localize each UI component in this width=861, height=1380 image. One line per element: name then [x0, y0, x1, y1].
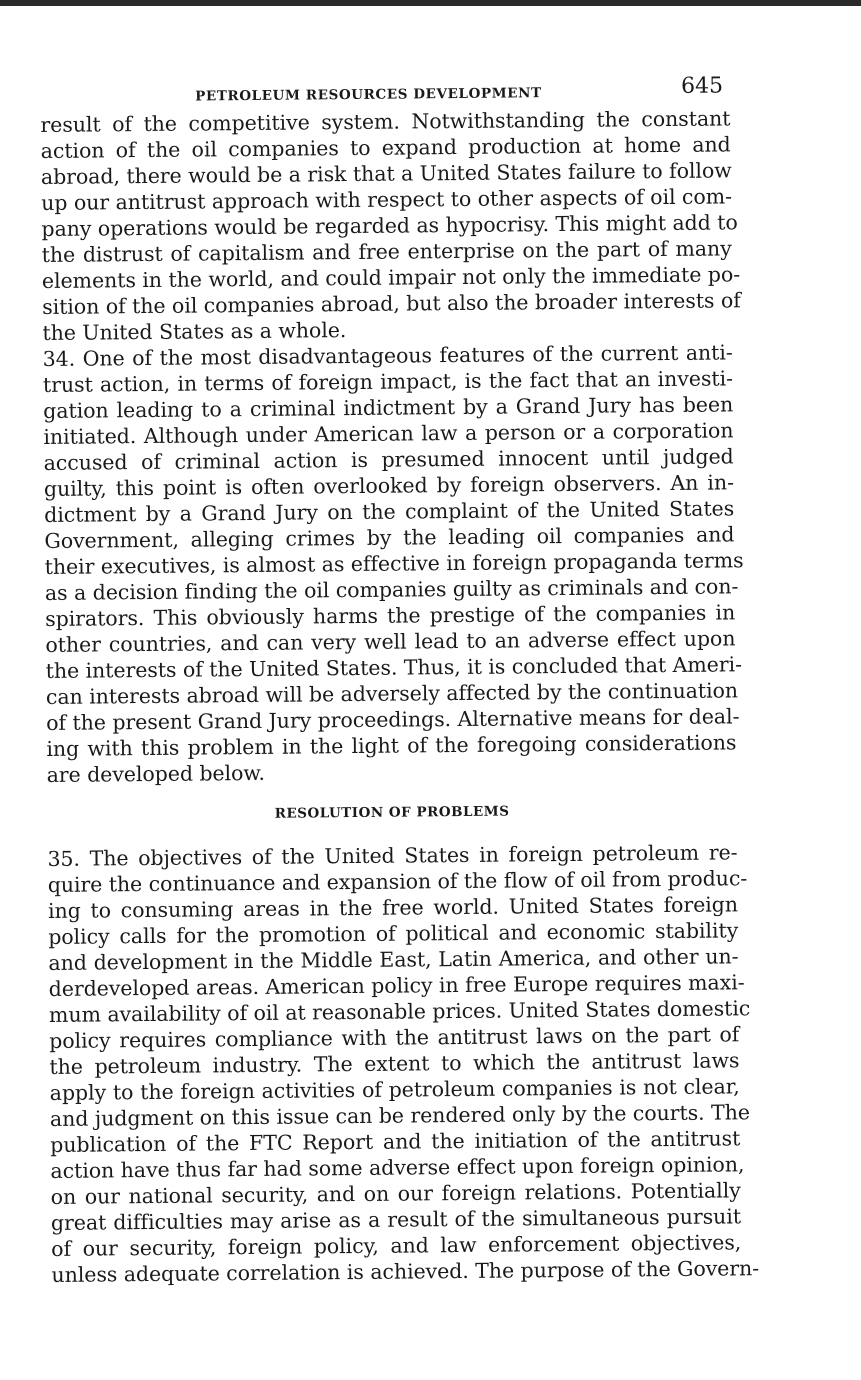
text-line: publication of the FTC Report and the initiation of the antitrust	[50, 1126, 741, 1157]
text-line: of the present Grand Jury proceedings. Alternative means for deal-	[46, 704, 740, 735]
text-line: and judgment on this issue can be rendered only by the courts. The	[49, 1100, 751, 1131]
document-page	[40, 71, 760, 1288]
text-line: gation leading to a criminal indictment by a Grand Jury has been	[43, 392, 734, 423]
text-line: unless adequate correlation is achieved. The purpose of the Govern-	[51, 1256, 760, 1287]
text-line: pany operations would be regarded as hypocrisy. This might add to	[41, 210, 738, 241]
running-head: PETROLEUM RESOURCES DEVELOPMENT	[195, 85, 542, 105]
text-line: ing to consuming areas in the free world. United States foreign	[47, 892, 739, 923]
text-line: quire the continuance and expansion of the flow of oil from produc-	[47, 866, 748, 897]
text-line: guilty, this point is often overlooked by foreign observers. An in-	[43, 470, 735, 501]
text-line: the distrust of capitalism and free enterprise on the part of many	[41, 236, 732, 267]
text-line: Government, alleging crimes by the leading oil companies and	[44, 522, 735, 553]
text-line: accused of criminal action is presumed innocent until judged	[43, 444, 734, 475]
text-line: action have thus far had some adverse effect upon foreign opinion,	[50, 1152, 745, 1183]
text-line: are developed below.	[46, 760, 266, 787]
text-line: other countries, and can very well lead to an adverse effect upon	[45, 626, 736, 657]
text-line: can interests abroad will be adversely affected by the continuation	[45, 678, 739, 709]
text-line: up our antitrust approach with respect to other aspects of oil com-	[41, 184, 733, 215]
text-line: apply to the foreign activities of petroleum companies is not clear,	[49, 1074, 740, 1105]
text-line: elements in the world, and could impair not only the immediate po-	[41, 262, 741, 293]
text-line: 35. The objectives of the United States in foreign petroleum re-	[47, 840, 738, 871]
text-line: sition of the oil companies abroad, but also the broader interests of	[42, 288, 741, 319]
text-line: ing with this problem in the light of the foregoing considerations	[46, 730, 737, 761]
paragraph-34	[42, 339, 744, 788]
text-line: on our national security, and on our foreign relations. Potentially	[50, 1178, 741, 1209]
text-line: result of the competitive system. Notwithstanding the constant	[40, 106, 731, 137]
text-line: derdeveloped areas. American policy in free Europe requires maxi-	[48, 970, 745, 1001]
text-line: great difficulties may arise as a result of the simultaneous pursuit	[50, 1204, 742, 1235]
text-line: abroad, there would be a risk that a United States failure to follow	[40, 158, 732, 189]
scan-edge	[0, 0, 861, 6]
text-line: action of the oil companies to expand production at home and	[40, 132, 731, 163]
text-line: the interests of the United States. Thus, it is concluded that Ameri-	[45, 652, 743, 683]
paragraph-35	[47, 839, 760, 1288]
text-line: trust action, in terms of foreign impact, is the fact that an investi-	[42, 366, 734, 397]
paragraph-continuation	[40, 105, 741, 346]
text-line: policy requires compliance with the antitrust laws on the part of	[49, 1022, 740, 1053]
text-line: 34. One of the most disadvantageous features of the current anti-	[42, 340, 733, 371]
text-line: dictment by a Grand Jury on the complaint of the United States	[44, 496, 735, 527]
text-line: their executives, is almost as effective in foreign propaganda terms	[44, 548, 744, 579]
text-line: of our security, foreign policy, and law enforcement objectives,	[51, 1230, 742, 1261]
page-header	[40, 71, 730, 112]
text-line: mum availability of oil at reasonable prices. United States domestic	[48, 996, 751, 1027]
text-line: and development in the Middle East, Latin America, and other un-	[48, 944, 739, 975]
section-heading: RESOLUTION OF PROBLEMS	[274, 803, 510, 822]
page-number: 645	[680, 73, 724, 99]
text-line: policy calls for the promotion of political and economic stability	[48, 918, 739, 949]
text-line: spirators. This obviously harms the prestige of the companies in	[45, 600, 736, 631]
text-line: the petroleum industry. The extent to which the antitrust laws	[49, 1048, 740, 1079]
text-line: the United States as a whole.	[42, 318, 347, 345]
text-line: as a decision finding the oil companies guilty as criminals and con-	[44, 574, 739, 605]
text-line: initiated. Although under American law a person or a corporation	[43, 418, 734, 449]
